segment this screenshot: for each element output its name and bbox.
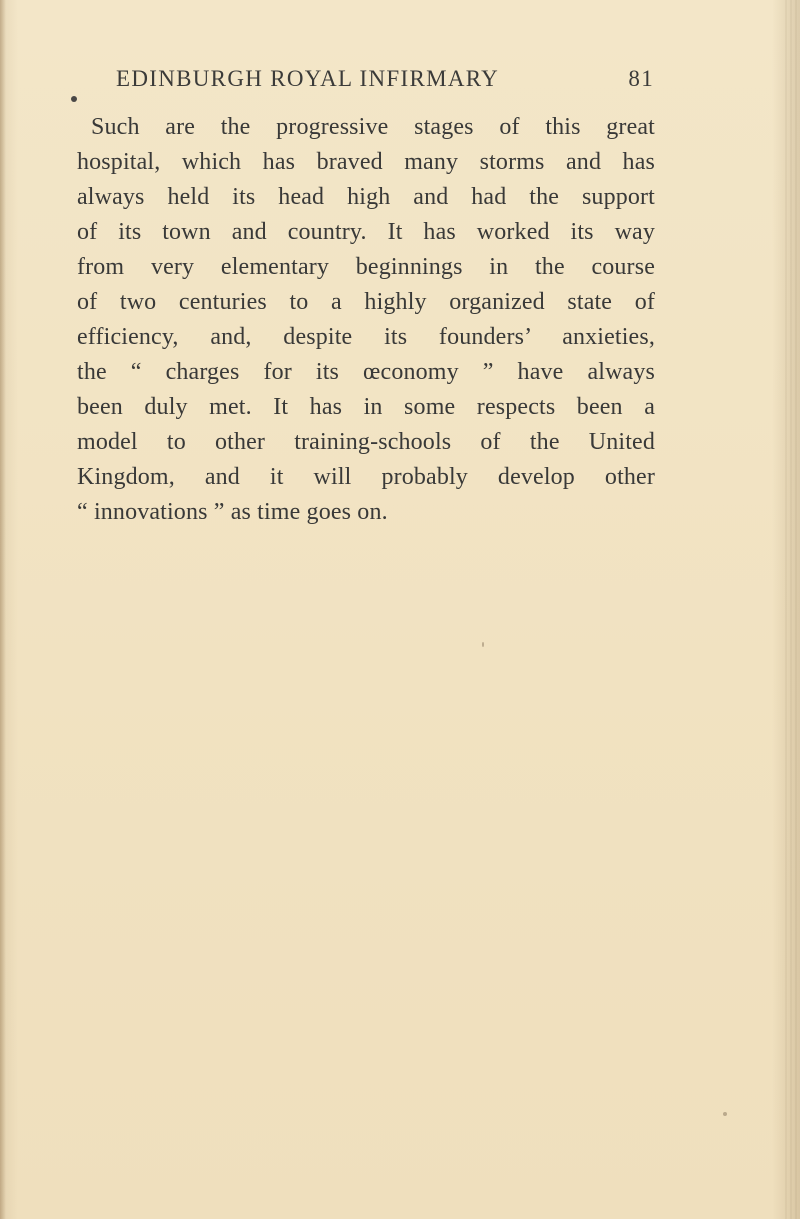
text-line: always held its head high and had the support — [77, 184, 655, 210]
page-number: 81 — [628, 66, 654, 91]
text-line: the “ charges for its œconomy ” have always — [77, 359, 655, 385]
running-head — [116, 64, 654, 94]
text-line: of its town and country. It has worked its way — [77, 219, 655, 245]
paper-speck — [723, 1112, 727, 1116]
running-title: EDINBURGH ROYAL INFIRMARY — [116, 66, 500, 91]
text-line: hospital, which has braved many storms and has — [77, 149, 655, 175]
text-line: been duly met. It has in some respects been a — [77, 394, 655, 420]
ink-mark — [71, 96, 77, 102]
text-line: Such are the progressive stages of this great — [91, 114, 655, 140]
page-left-edge — [0, 0, 6, 1219]
page-right-edge — [782, 0, 800, 1219]
text-line: Kingdom, and it will probably develop other — [77, 464, 655, 490]
text-line: model to other training-schools of the United — [77, 429, 655, 455]
text-line: of two centuries to a highly organized state of — [77, 289, 655, 315]
paper-speck — [482, 642, 484, 647]
body-paragraph — [77, 110, 655, 530]
text-line: efficiency, and, despite its founders’ anxieties, — [77, 324, 655, 350]
text-line: “ innovations ” as time goes on. — [77, 499, 388, 525]
text-line: from very elementary beginnings in the course — [77, 254, 655, 280]
